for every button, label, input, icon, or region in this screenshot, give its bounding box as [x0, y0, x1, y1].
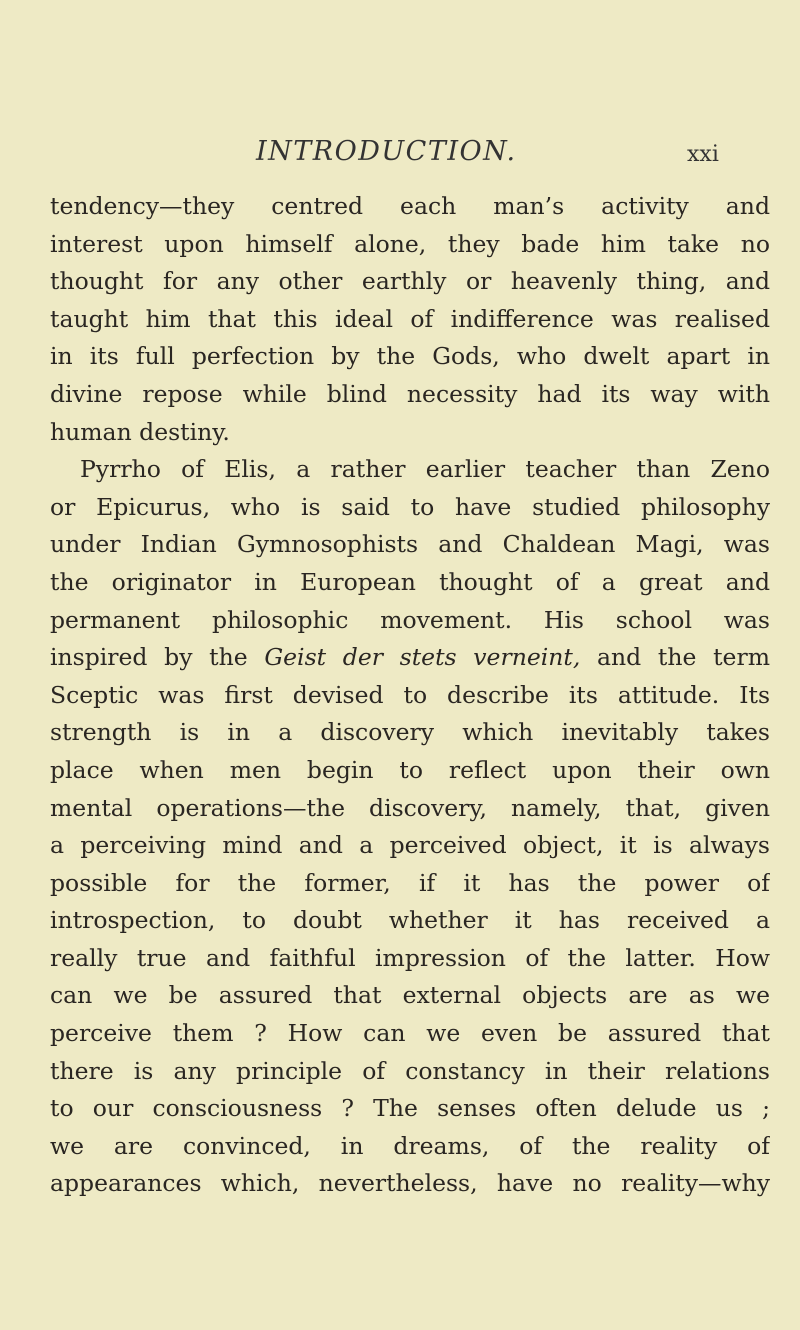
- text-line: appearances which, nevertheless, have no reality—why: [50, 1169, 770, 1198]
- page-number: xxi: [687, 142, 719, 167]
- text-line: taught him that this ideal of indifference was realised: [50, 304, 770, 333]
- text-line: place when men begin to reflect upon their own: [50, 755, 770, 784]
- text-line: tendency—they centred each man’s activity and: [50, 192, 770, 220]
- text-line: Sceptic was first devised to describe its attitude. Its: [50, 680, 770, 709]
- paragraph-1: [50, 188, 770, 451]
- text-line: under Indian Gymnosophists and Chaldean Magi, was: [50, 530, 770, 559]
- text-line: really true and faithful impression of the latter. How: [50, 943, 770, 972]
- text-line: in its full perfection by the Gods, who dwelt apart in: [50, 342, 770, 371]
- text-line: possible for the former, if it has the power of: [50, 868, 770, 897]
- text-line: thought for any other earthly or heavenly thing, and: [50, 267, 770, 296]
- text-line: strength is in a discovery which inevitably takes: [50, 718, 770, 747]
- text-line: mental operations—the discovery, namely, that, given: [50, 793, 770, 822]
- text-line: or Epicurus, who is said to have studied philosophy: [50, 492, 770, 521]
- text-line: Pyrrho of Elis, a rather earlier teacher than Zeno: [80, 455, 770, 484]
- text-fragment: and: [597, 643, 642, 672]
- text-fragment: the term: [657, 643, 770, 672]
- text-line: can we be assured that external objects are as we: [50, 981, 770, 1010]
- text-line: perceive them ? How can we even be assured that: [50, 1019, 770, 1048]
- text-line: we are convinced, in dreams, of the reality of: [50, 1131, 770, 1160]
- text-line: there is any principle of constancy in their relations: [50, 1056, 770, 1085]
- text-line-with-quote: [50, 639, 770, 677]
- running-title: INTRODUCTION.: [256, 136, 517, 167]
- text-line: introspection, to doubt whether it has received a: [50, 906, 770, 935]
- page-header: [0, 136, 800, 176]
- paragraph-2: [50, 451, 770, 1203]
- text-line: divine repose while blind necessity had its way with: [50, 379, 770, 408]
- text-fragment: inspired by the: [50, 643, 248, 672]
- text-line: the originator in European thought of a great and: [50, 567, 770, 596]
- text-line: to our consciousness ? The senses often delude us ;: [50, 1094, 770, 1123]
- body-text: [50, 188, 770, 1203]
- italic-quote: Geist der stets verneint,: [264, 643, 581, 672]
- text-line: permanent philosophic movement. His school was: [50, 605, 770, 634]
- text-line: human destiny.: [50, 417, 230, 446]
- text-line: interest upon himself alone, they bade him take no: [50, 229, 770, 258]
- text-line: a perceiving mind and a perceived object, it is always: [50, 831, 770, 860]
